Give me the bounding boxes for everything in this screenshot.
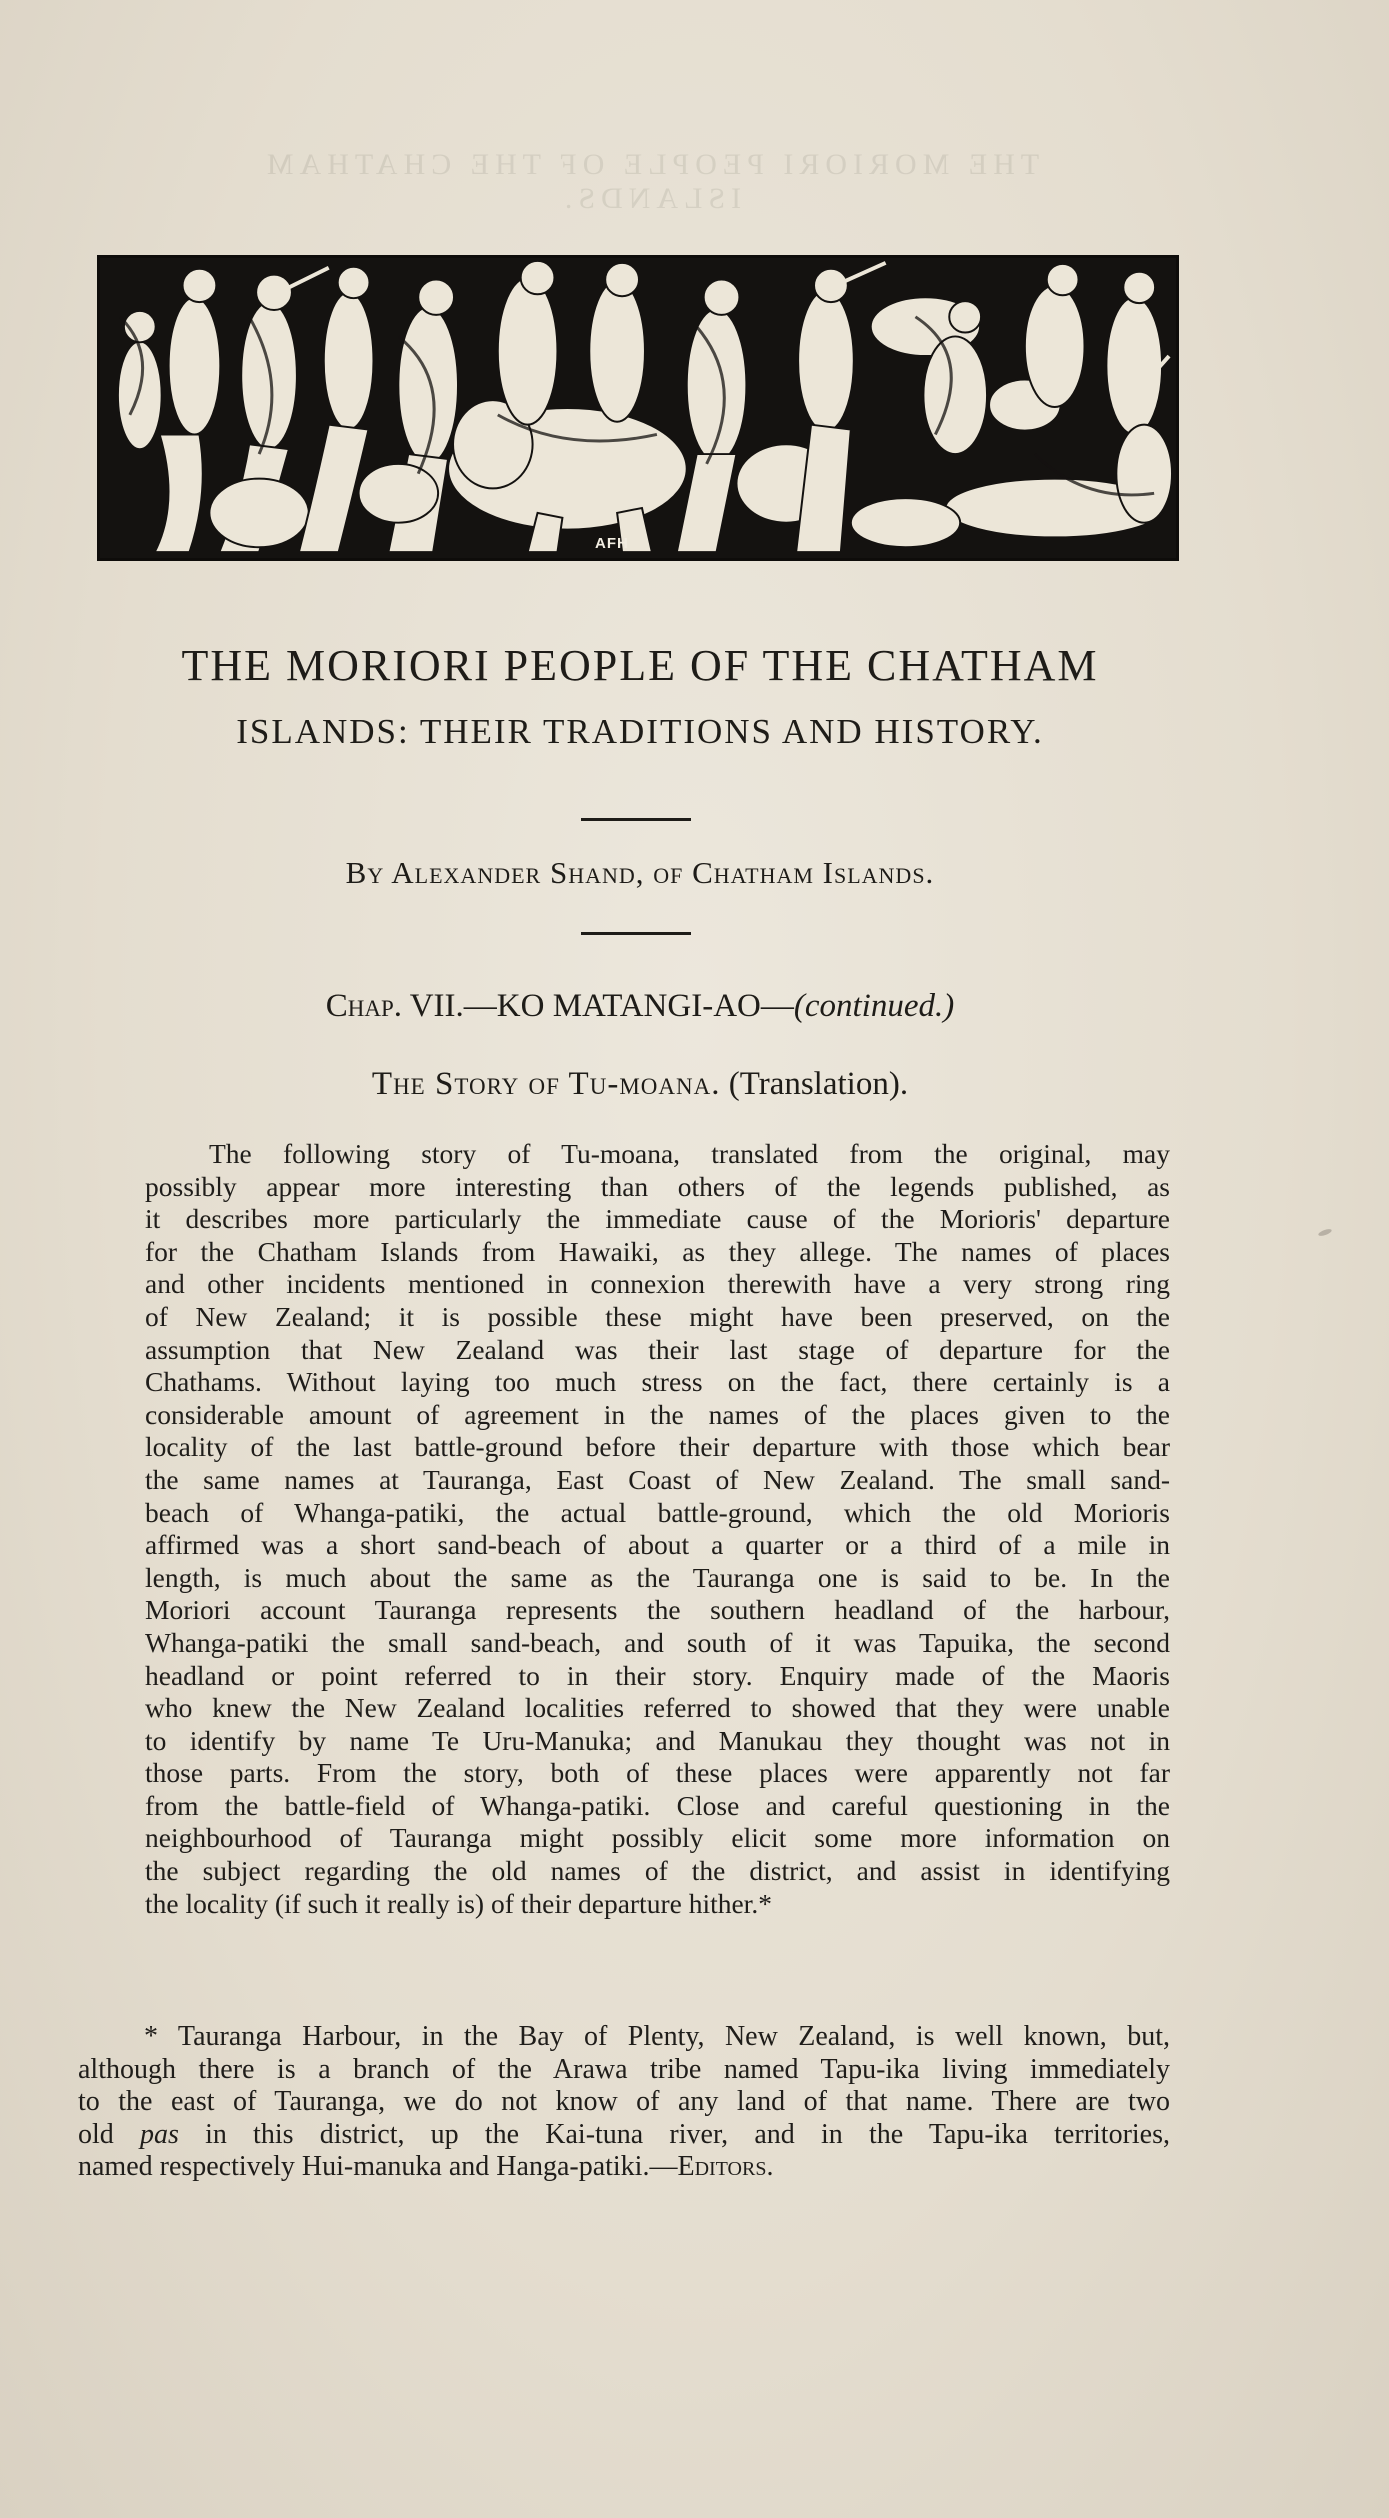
footnote-line: to the east of Tauranga, we do not know of any land of that name. There are two (78, 2086, 1170, 2117)
body-line: length, is much about the same as the Tauranga one is said to be. In the (145, 1561, 1170, 1593)
body-line: Chathams. Without laying too much stress on the fact, there certainly is a (145, 1366, 1170, 1398)
article-title-line-1: THE MORIORI PEOPLE OF THE CHATHAM (181, 641, 1099, 690)
body-line: beach of Whanga-patiki, the actual battle-ground, which the old Morioris (145, 1496, 1170, 1528)
body-line: the same names at Tauranga, East Coast of New Zealand. The small sand- (145, 1463, 1170, 1495)
footnote-editors: Editors. (677, 2151, 774, 2182)
story-title (95, 1066, 1185, 1103)
story-title-main: The Story of Tu-moana. (371, 1066, 721, 1102)
body-line: who knew the New Zealand localities referred to showed that they were unable (145, 1692, 1170, 1724)
body-line: Whanga-patiki the small sand-beach, and south of it was Tapuika, the second (145, 1626, 1170, 1658)
body-line: headland or point referred to in their story. Enquiry made of the Maoris (145, 1659, 1170, 1691)
body-line: those parts. From the story, both of these places were apparently not far (145, 1757, 1170, 1789)
divider-rule-top (581, 818, 691, 821)
artist-monogram: AFH (595, 535, 629, 552)
footnote-line: * Tauranga Harbour, in the Bay of Plenty, New Zealand, is well known, but, (144, 2021, 1170, 2052)
body-line: locality of the last battle-ground before their departure with those which bear (145, 1431, 1170, 1463)
body-line: it describes more particularly the immediate cause of the Morioris' departure (145, 1203, 1170, 1235)
footnote-segment: named respectively Hui-manuka and Hanga-patiki.— (78, 2151, 678, 2182)
running-header-bleedthrough: THE MORIORI PEOPLE OF THE CHATHAM ISLANDS. (260, 148, 1040, 215)
body-line: to identify by name Te Uru-Manuka; and Manukau they thought was not in (145, 1724, 1170, 1756)
body-line: possibly appear more interesting than others of the legends published, as (145, 1170, 1170, 1202)
footnote-line-final (78, 2151, 1170, 2184)
decorative-frieze-image (97, 255, 1179, 561)
article-title-line-2: ISLANDS: THEIR TRADITIONS AND HISTORY. (236, 712, 1044, 751)
footnote-segment: old (78, 2118, 140, 2150)
chapter-number-title: VII.—KO MATANGI-AO— (402, 988, 794, 1024)
body-line: from the battle-field of Whanga-patiki. Close and careful questioning in the (145, 1789, 1170, 1821)
footnote-line-with-italic (78, 2119, 1170, 2152)
footnote (78, 2021, 1170, 2184)
body-line: of New Zealand; it is possible these might have been preserved, on the (145, 1300, 1170, 1332)
body-line: Moriori account Tauranga represents the southern headland of the harbour, (145, 1594, 1170, 1626)
frieze-figures-icon (100, 258, 1176, 558)
author-byline: By Alexander Shand, of Chatham Islands. (345, 855, 935, 890)
body-line: affirmed was a short sand-beach of about a quarter or a third of a mile in (145, 1529, 1170, 1561)
body-line: The following story of Tu-moana, translated from the original, may (209, 1138, 1170, 1169)
chapter-continued: (continued.) (793, 988, 955, 1024)
body-line: and other incidents mentioned in connexion therewith have a very strong ring (145, 1268, 1170, 1300)
footnote-italic-pas: pas (139, 2118, 179, 2150)
body-line: neighbourhood of Tauranga might possibly elicit some more information on (145, 1822, 1170, 1854)
body-line: considerable amount of agreement in the names of the places given to the (145, 1398, 1170, 1430)
body-line: the subject regarding the old names of the district, and assist in identifying (145, 1855, 1170, 1887)
body-line: for the Chatham Islands from Hawaiki, as they allege. The names of places (145, 1235, 1170, 1267)
body-line: the locality (if such it really is) of their departure hither.* (145, 1887, 772, 1919)
chapter-heading (95, 988, 1185, 1025)
body-paragraph (145, 1138, 1170, 1920)
story-title-sub: (Translation). (720, 1066, 909, 1102)
paper-speck (1318, 1228, 1333, 1237)
footnote-segment: in this district, up the Kai-tuna river, and in the Tapu-ika territories, (178, 2118, 1170, 2150)
chapter-prefix: Chap. (325, 988, 403, 1024)
divider-rule-bottom (581, 932, 691, 935)
footnote-line: although there is a branch of the Arawa tribe named Tapu-ika living immediately (78, 2053, 1170, 2085)
body-line: assumption that New Zealand was their last stage of departure for the (145, 1333, 1170, 1365)
